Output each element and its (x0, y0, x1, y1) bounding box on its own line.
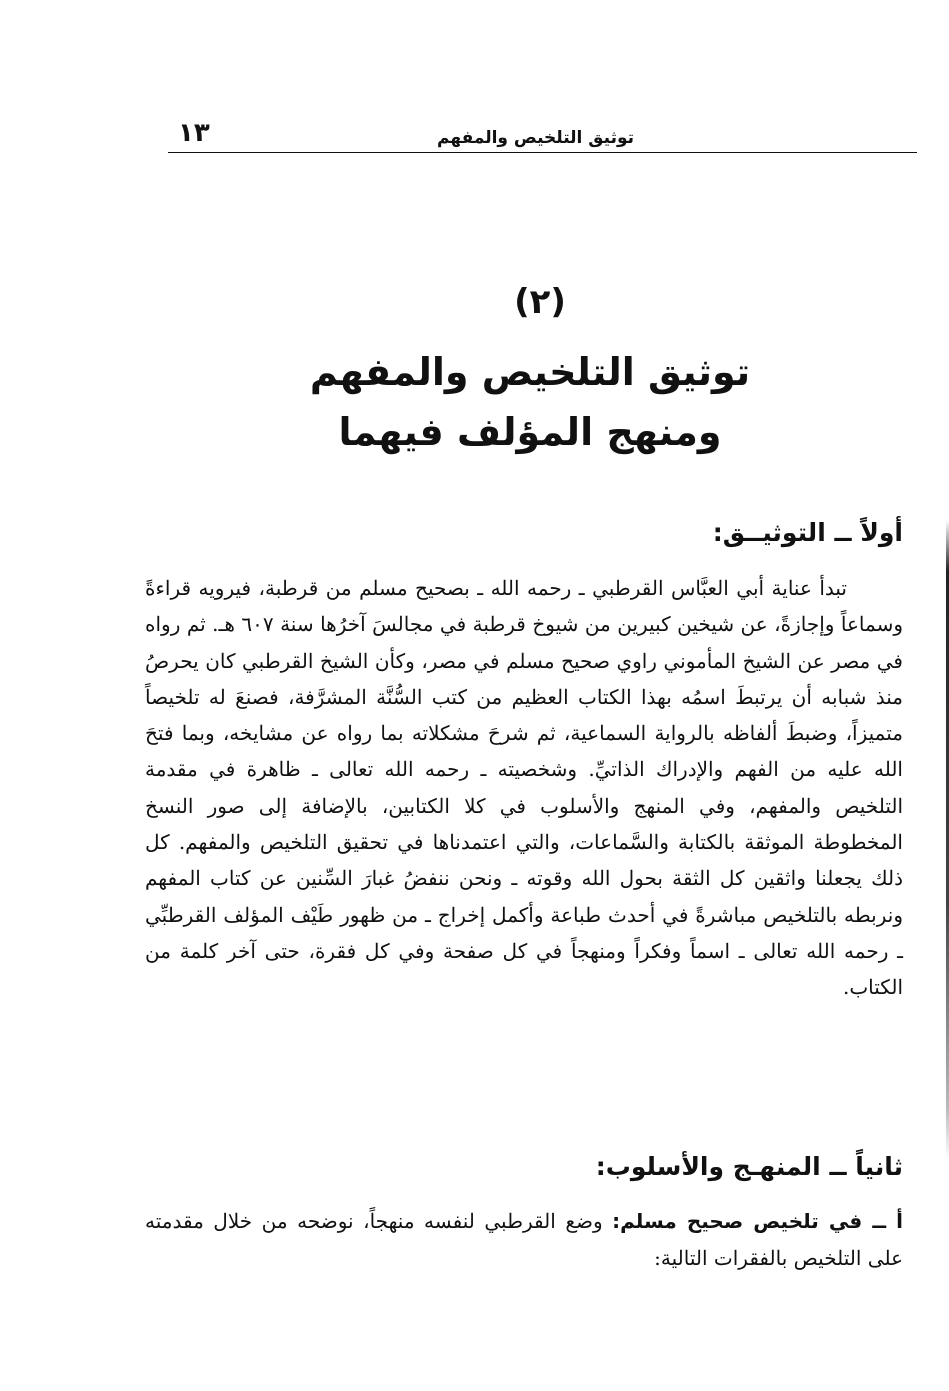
sub-heading-label: أ ــ في تلخيص صحيح مسلم: (612, 1209, 904, 1233)
header-rule (168, 152, 917, 153)
running-header (168, 118, 912, 154)
section-heading-documentation: أولاً ــ التوثيــق: (712, 518, 903, 547)
body-text (145, 570, 903, 1006)
paragraph-documentation: تبدأ عناية أبي العبَّاس القرطبي ـ رحمه الله ـ بصحيح مسلم من قرطبة، فيرويه قراءةً وسماعاً وإجازةً، عن شيخين كبيرين من شيوخ قرطبة في مجالسَ آخرُها سنة ٦٠٧ هـ. ثم رواه في مصر عن الشيخ المأموني راوي صحيح مسلم في مصر، وكأن الشيخ القرطبي كان يحرصُ منذ شبابه أن يرتبطَ اسمُه بهذا الكتاب العظيم من كتب السُّنَّة المشرَّفة، فصنعَ له تلخيصاً متميزاً، وضبطَ ألفاظه بالرواية السماعية، ثم شرحَ مشكلاته بما رواه عن مشايخه، وبما فتحَ الله عليه من الفهم والإدراك الذاتيِّ. وشخصيته ـ رحمه الله تعالى ـ ظاهرة في مقدمة التلخيص والمفهم، وفي المنهج والأسلوب في كلا الكتابين، بالإضافة إلى صور النسخ المخطوطة الموثقة بالكتابة والسَّماعات، والتي اعتمدناها في تحقيق التلخيص والمفهم. كل ذلك يجعلنا واثقين كل الثقة بحول الله وقوته ـ ونحن ننفضُ غبارَ السِّنين عن كتاب المفهم ونربطه بالتلخيص مباشرةً في أحدث طباعة وأكمل إخراج ـ من ظهور طَيْف المؤلف القرطبِّي ـ رحمه الله تعالى ـ اسماً وفكراً ومنهجاً في كل صفحة وفي كل فقرة، حتى آخر كلمة من الكتاب. (145, 576, 903, 1000)
chapter-title-line-1: توثيق التلخيص والمفهم (309, 350, 751, 394)
chapter-number: (٢) (514, 282, 566, 322)
paragraph-method (145, 1203, 903, 1277)
page-number: ١٣ (178, 118, 210, 148)
section-heading-method-style: ثانياً ــ المنهـج والأسلوب: (595, 1152, 903, 1181)
paragraph-method-text: وضع القرطبي لنفسه منهجاً، نوضحه من خلال مقدمته على التلخيص بالفقرات التالية: (145, 1209, 903, 1270)
chapter-title-line-2: ومنهج المؤلف فيهما (338, 410, 722, 454)
running-title: توثيق التلخيص والمفهم (437, 128, 634, 148)
